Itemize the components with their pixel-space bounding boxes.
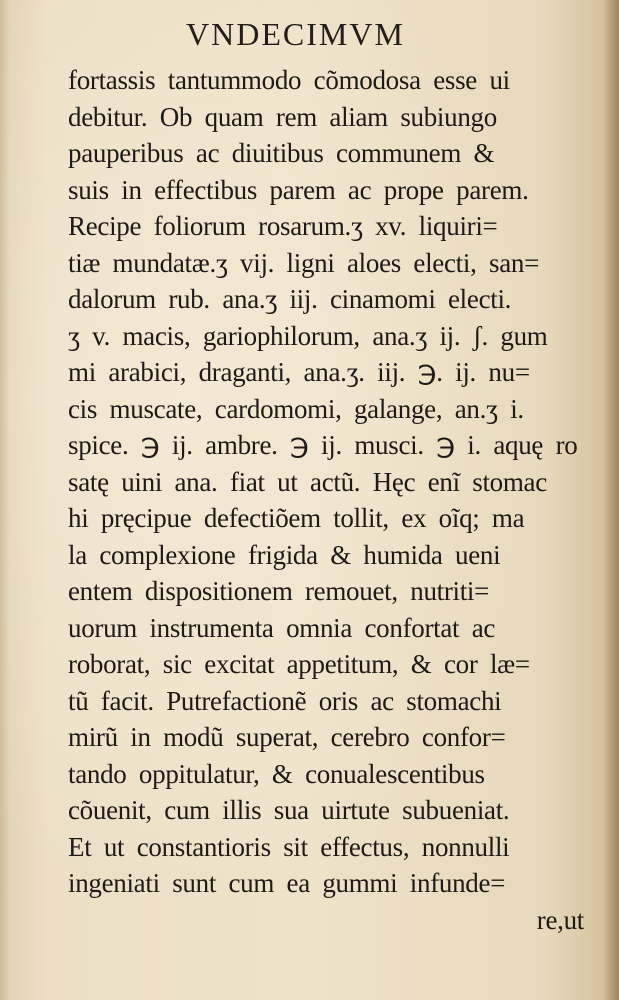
text-line: satę uini ana. fiat ut actũ. Hęc enĩ stomac (68, 466, 547, 497)
text-line: tũ facit. Putrefactionẽ oris ac stomachi (68, 685, 502, 716)
page-gutter-shadow (0, 0, 10, 1000)
text-line: tiæ mundatæ.ʒ vij. ligni aloes electi, san= (68, 247, 539, 278)
text-line: cõuenit, cum illis sua uirtute subueniat. (68, 795, 510, 825)
text-line: cis muscate, cardomomi, galange, an.ʒ i. (68, 393, 524, 424)
text-block (68, 62, 590, 938)
text-line: suis in effectibus parem ac prope parem. (68, 174, 529, 205)
text-line: Recipe foliorum rosarum.ʒ xv. liquiri= (68, 211, 498, 241)
text-line: debitur. Ob quam rem aliam subiungo (68, 101, 497, 132)
text-line: dalorum rub. ana.ʒ iij. cinamomi electi. (68, 284, 512, 314)
text-line: ʒ v. macis, gariophilorum, ana.ʒ ij. ʃ. gum (68, 320, 548, 351)
text-line: roborat, sic excitat appetitum, & cor læ= (68, 649, 530, 679)
text-line: spice. ℈ ij. ambre. ℈ ij. musci. ℈ i. aquę ro (68, 430, 578, 460)
catchword: re,ut (536, 904, 584, 935)
text-line: hi pręcipue defectiõem tollit, ex oĩq; ma (68, 503, 525, 533)
text-line: uorum instrumenta omnia confortat ac (68, 612, 496, 643)
text-line: pauperibus ac diuitibus communem & (68, 138, 495, 168)
text-line: Et ut constantioris sit effectus, nonnulli (68, 831, 510, 862)
text-line: ingeniati sunt cum ea gummi infunde= (68, 868, 506, 898)
text-line: tando oppitulatur, & conualescentibus (68, 758, 485, 789)
text-line: la complexione frigida & humida ueni (68, 539, 501, 570)
page-edge-shadow (603, 0, 619, 1000)
text-line: fortassis tantummodo cõmodosa esse ui (68, 65, 510, 95)
text-line: entem dispositionem remouet, nutriti= (68, 576, 490, 606)
text-line: mirũ in modũ superat, cerebro confor= (68, 722, 506, 752)
running-head: VNDECIMVM (186, 16, 405, 52)
text-line: mi arabici, draganti, ana.ʒ. iij. ℈. ij. nu= (68, 357, 530, 387)
